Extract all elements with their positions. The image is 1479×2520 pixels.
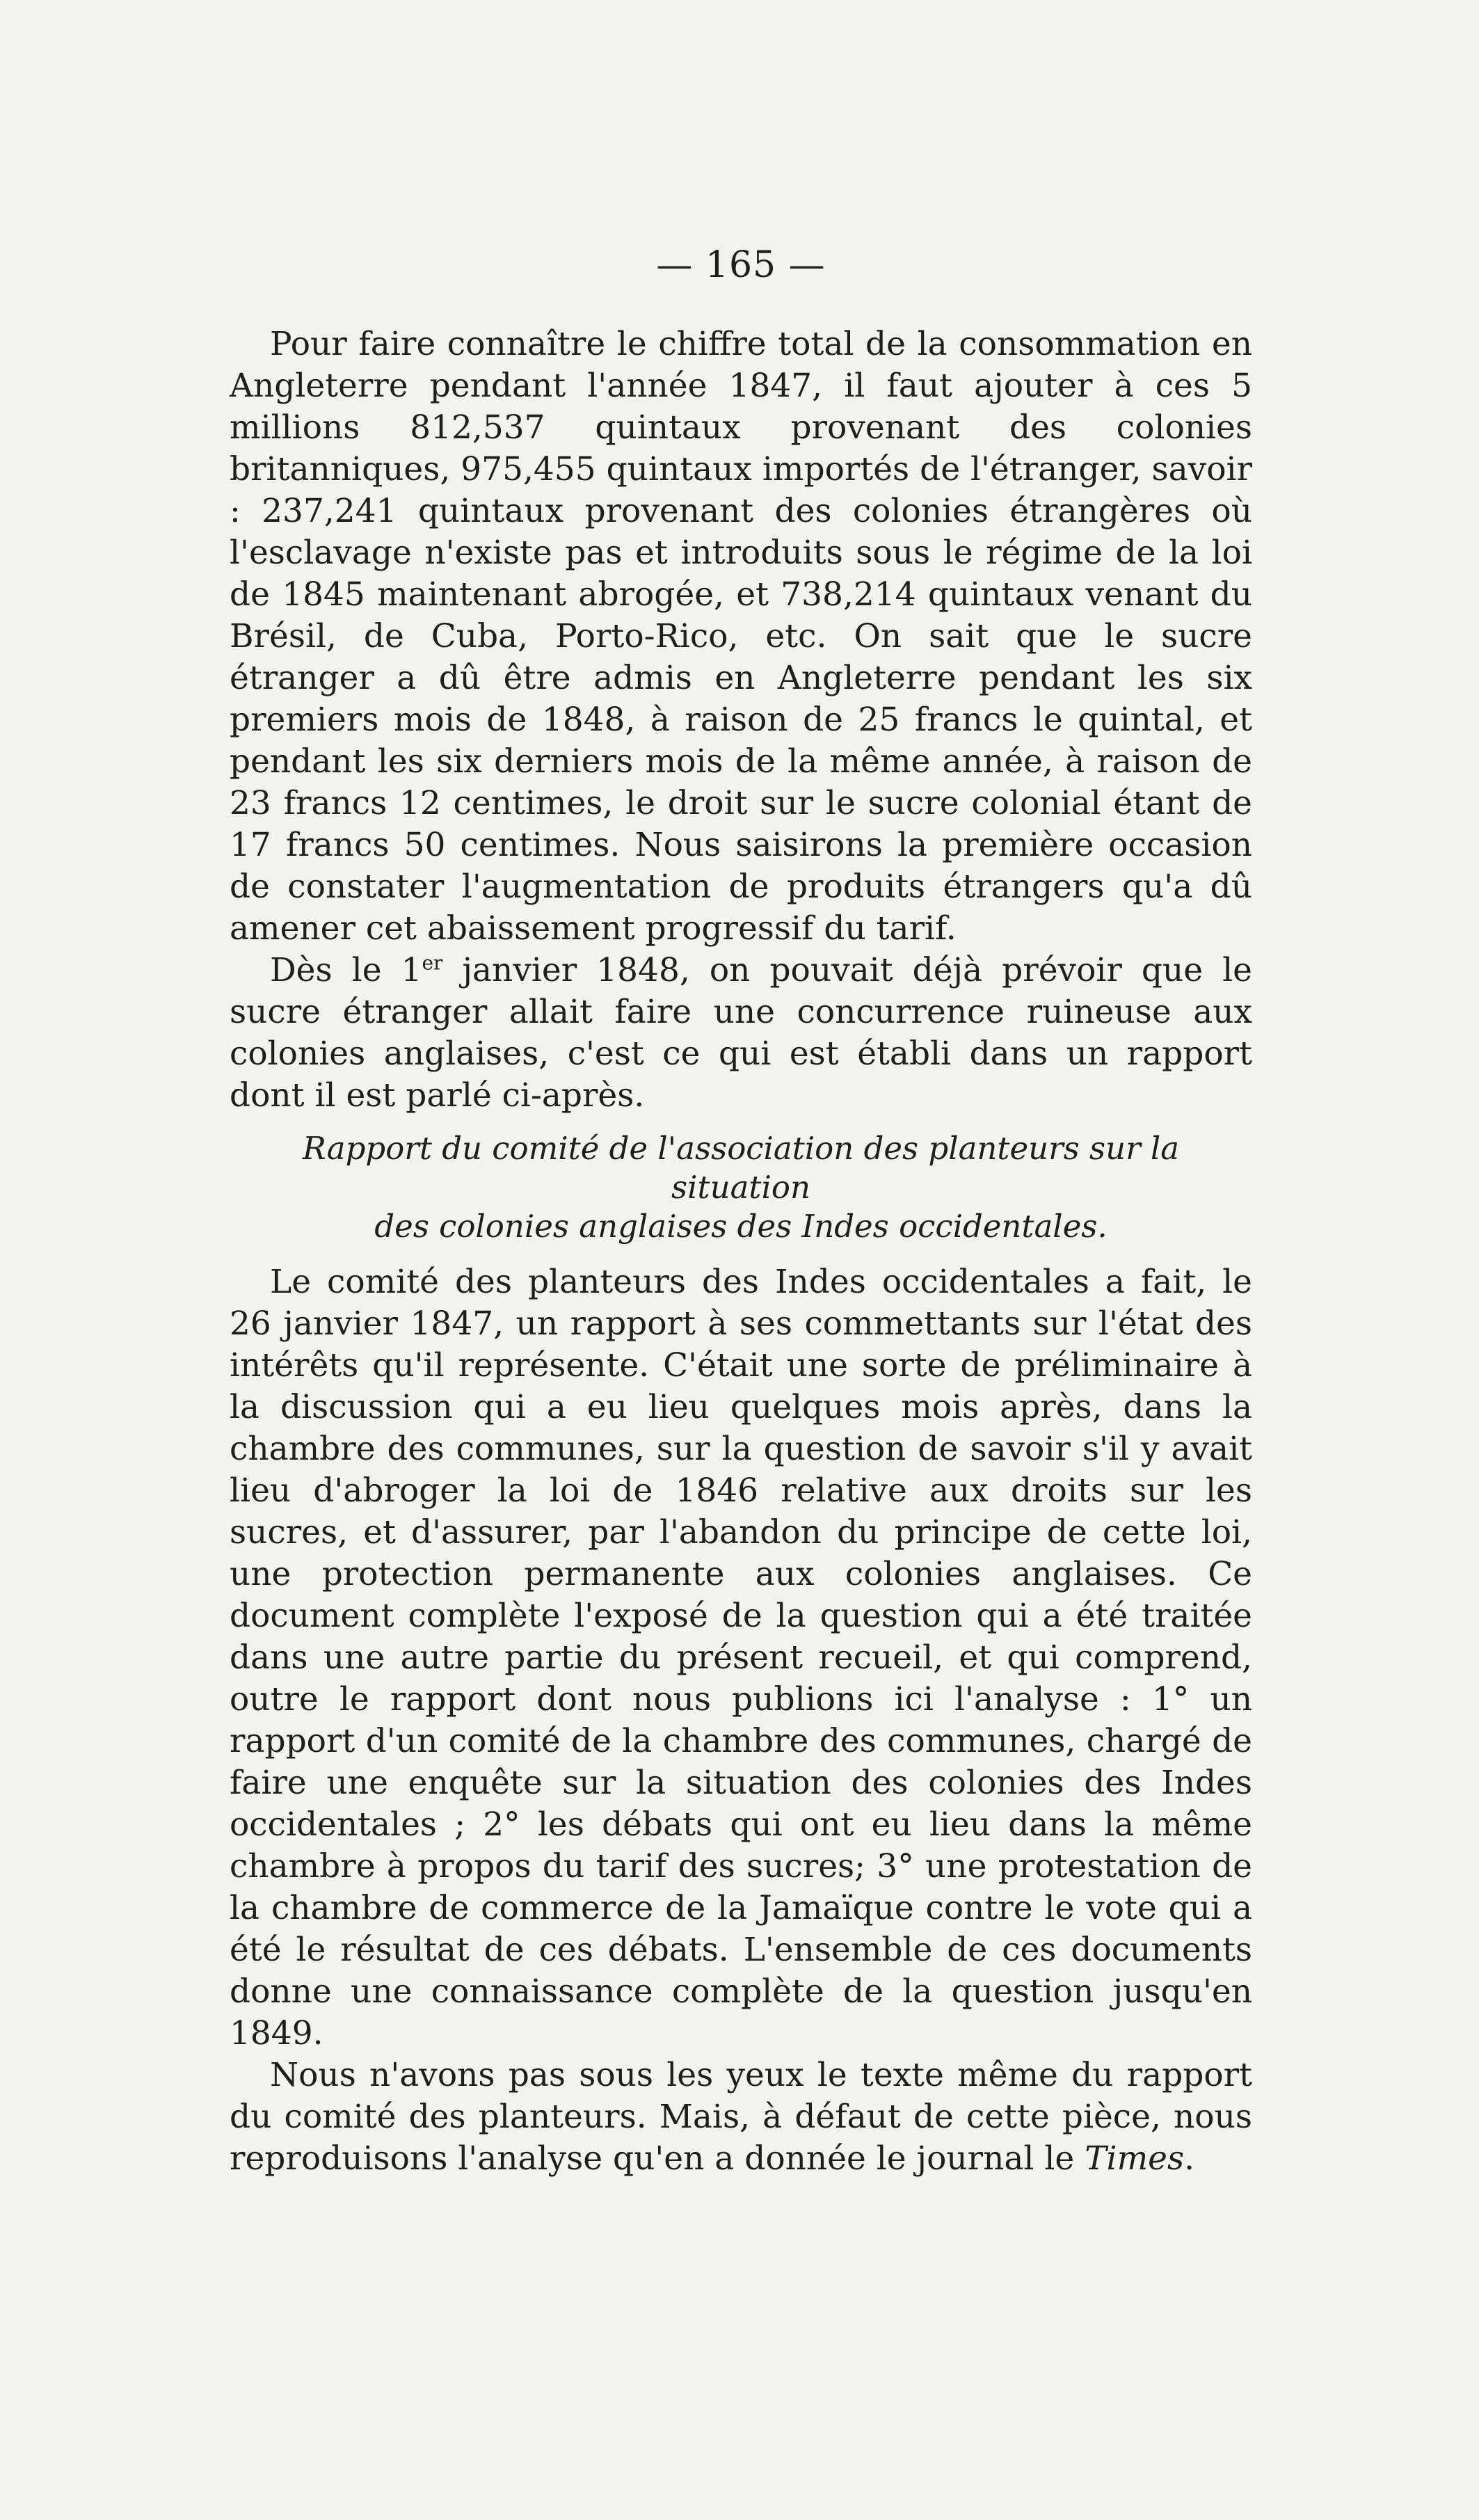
paragraph-times-end: . [1184, 2139, 1195, 2178]
paragraph-competition-start: Dès le 1 [270, 951, 422, 989]
newspaper-title: Times [1085, 2139, 1185, 2178]
paragraph-competition [230, 950, 1252, 1117]
paragraph-committee-report: Le comité des planteurs des Indes occidentales a fait, le 26 janvier 1847, un rapport à ses commettants sur l'état des intérêts qu'il représente. C'était une sorte de préliminaire à la discussion qui a eu lieu quelques mois après, dans la chambre des communes, sur la question de savoir s'il y avait lieu d'abroger la loi de 1846 relative aux droits sur les sucres, et d'assurer, par l'abandon du principe de cette loi, une protection permanente aux colonies anglaises. Ce document complète l'exposé de la question qui a été traitée dans une autre partie du présent recueil, et qui comprend, outre le rapport dont nous publions ici l'analyse : 1° un rapport d'un comité de la chambre des communes, chargé de faire une enquête sur la situation des colonies des Indes occidentales ; 2° les débats qui ont eu lieu dans la même chambre à propos du tarif des sucres; 3° une protestation de la chambre de commerce de la Jamaïque contre le vote qui a été le résultat de ces débats. L'ensemble de ces documents donne une connaissance complète de la question jusqu'en 1849. [230, 1263, 1252, 2052]
section-heading-line-1: Rapport du comité de l'association des planteurs sur la situation [302, 1130, 1180, 1206]
paragraph-times-start: Nous n'avons pas sous les yeux le texte même du rapport du comité des planteurs. Mais, à défaut de cette pièce, nous reproduisons l'analyse qu'en a donnée le journal le [230, 2056, 1252, 2178]
section-heading-line-2: des colonies anglaises des Indes occidentales. [374, 1208, 1108, 1245]
paragraph-consumption: Pour faire connaître le chiffre total de la consommation en Angleterre pendant l'année 1847, il faut ajouter à ces 5 millions 812,537 quintaux provenant des colonies britanniques, 975,455 quintaux importés de l'étranger, savoir : 237,241 quintaux provenant des colonies étrangères où l'esclavage n'existe pas et introduits sous le régime de la loi de 1845 maintenant abrogée, et 738,214 quintaux venant du Brésil, de Cuba, Porto-Rico, etc. On sait que le sucre étranger a dû être admis en Angleterre pendant les six premiers mois de 1848, à raison de 25 francs le quintal, et pendant les six derniers mois de la même année, à raison de 23 francs 12 centimes, le droit sur le sucre colonial étant de 17 francs 50 centimes. Nous saisirons la première occasion de constater l'augmentation de produits étrangers qu'a dû amener cet abaissement progressif du tarif. [230, 325, 1252, 948]
paragraph-times-analysis [230, 2055, 1252, 2180]
paragraph-competition-rest: janvier 1848, on pouvait déjà prévoir que le sucre étranger allait faire une concurrence ruineuse aux colonies anglaises, c'est ce qui est établi dans un rapport dont il est parlé ci-après. [230, 951, 1252, 1115]
section-heading [230, 1129, 1252, 1246]
page-number: — 165 — [656, 244, 826, 286]
ordinal-superscript: er [422, 951, 443, 975]
text-block [230, 244, 1252, 2180]
